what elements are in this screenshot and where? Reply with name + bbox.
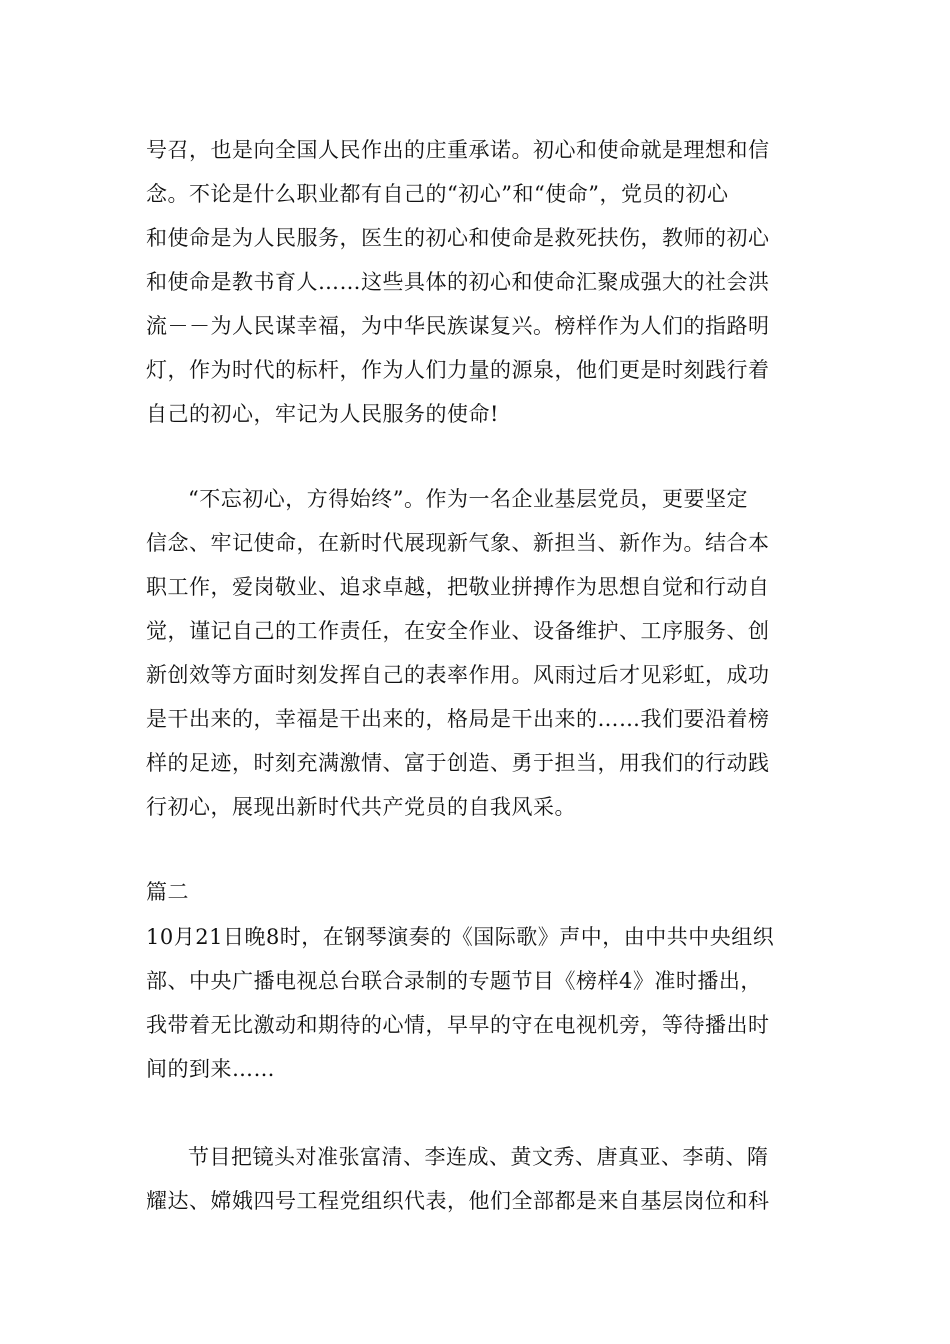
section-heading: 篇二 [146, 880, 189, 904]
paragraph-line: 10月21日晚8时，在钢琴演奏的《国际歌》声中，由中共中央组织 [146, 925, 775, 949]
paragraph-line: 和使命是教书育人……这些具体的初心和使命汇聚成强大的社会洪 [146, 270, 770, 294]
paragraph-line: 新创效等方面时刻发挥自己的表率作用。风雨过后才见彩虹，成功 [146, 663, 770, 687]
paragraph-line: 部、中央广播电视总台联合录制的专题节目《榜样4》准时播出， [146, 969, 762, 993]
paragraph-line: 和使命是为人民服务，医生的初心和使命是救死扶伤，教师的初心 [146, 226, 770, 250]
paragraph-line: 念。不论是什么职业都有自己的“初心”和“使命”，党员的初心 [146, 182, 729, 206]
paragraph-2 [146, 477, 808, 829]
section-heading-block [146, 870, 808, 914]
paragraph-line: 节目把镜头对准张富清、李连成、黄文秀、唐真亚、李萌、隋 [188, 1145, 769, 1169]
paragraph-line: 灯，作为时代的标杆，作为人们力量的源泉，他们更是时刻践行着 [146, 358, 770, 382]
paragraph-line: 职工作，爱岗敬业、追求卓越，把敬业拼搏作为思想自觉和行动自 [146, 575, 770, 599]
paragraph-line: 我带着无比激动和期待的心情，早早的守在电视机旁，等待播出时 [146, 1013, 770, 1037]
paragraph-line: 是干出来的，幸福是干出来的，格局是干出来的……我们要沿着榜 [146, 707, 770, 731]
paragraph-line: 行初心，展现出新时代共产党员的自我风采。 [146, 795, 576, 819]
paragraph-line: 样的足迹，时刻充满激情、富于创造、勇于担当，用我们的行动践 [146, 751, 770, 775]
paragraph-line: 流－－为人民谋幸福，为中华民族谋复兴。榜样作为人们的指路明 [146, 314, 770, 338]
paragraph-line: 自己的初心，牢记为人民服务的使命! [146, 402, 499, 426]
paragraph-line: 号召，也是向全国人民作出的庄重承诺。初心和使命就是理想和信 [146, 138, 770, 162]
paragraph-4 [146, 1135, 808, 1223]
paragraph-line: 信念、牢记使命，在新时代展现新气象、新担当、新作为。结合本 [146, 531, 770, 555]
paragraph-line: 觉，谨记自己的工作责任，在安全作业、设备维护、工序服务、创 [146, 619, 770, 643]
paragraph-line: 耀达、嫦娥四号工程党组织代表，他们全部都是来自基层岗位和科 [146, 1189, 770, 1213]
paragraph-line: “不忘初心，方得始终”。作为一名企业基层党员，更要坚定 [188, 487, 748, 511]
paragraph-3 [146, 915, 808, 1091]
paragraph-1 [146, 128, 808, 436]
paragraph-line: 间的到来…… [146, 1057, 275, 1081]
